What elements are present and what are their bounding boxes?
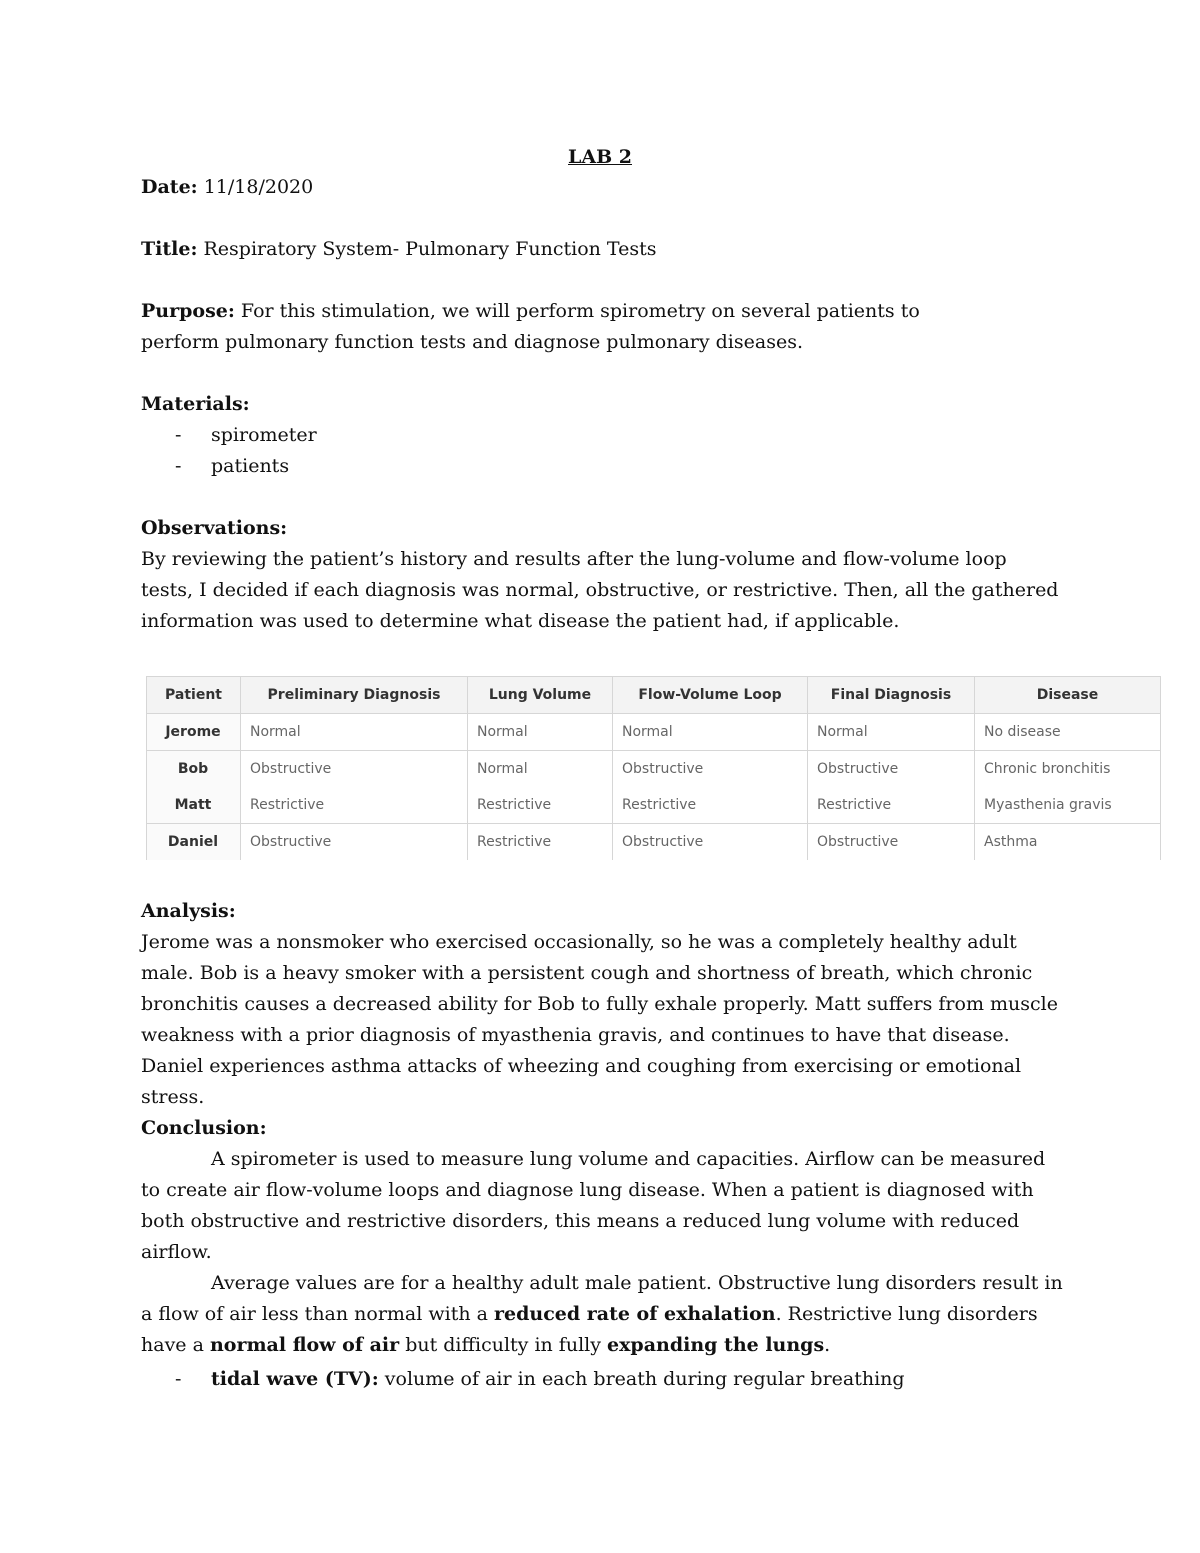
table-cell: Obstructive	[241, 751, 468, 788]
list-item	[141, 451, 1081, 482]
table-cell: Normal	[468, 714, 613, 751]
table-header: Preliminary Diagnosis	[241, 677, 468, 714]
purpose-label: Purpose:	[141, 300, 235, 322]
bold-text-run: normal flow of air	[209, 1334, 400, 1356]
date-value: 11/18/2020	[203, 176, 314, 198]
purpose-section	[141, 296, 1001, 358]
table-cell: Daniel	[147, 824, 241, 861]
table-header: Patient	[147, 677, 241, 714]
conclusion-section	[141, 1113, 1066, 1361]
table-cell: Jerome	[147, 714, 241, 751]
text-run: but difficulty in fully	[399, 1334, 607, 1356]
purpose-text: For this stimulation, we will perform spirometry on several patients to perform pulmonary function tests and diagnose pulmonary diseases.	[141, 300, 920, 353]
table-header: Final Diagnosis	[808, 677, 975, 714]
date-label: Date:	[141, 176, 198, 198]
date-line	[141, 172, 1081, 203]
observations-section	[141, 513, 1061, 637]
table-cell: Restrictive	[241, 787, 468, 824]
table-cell: Restrictive	[808, 787, 975, 824]
bold-text-run: expanding the lungs	[607, 1334, 825, 1356]
page-title: LAB 2	[568, 146, 632, 168]
table-cell: Normal	[808, 714, 975, 751]
analysis-text: Jerome was a nonsmoker who exercised occasionally, so he was a completely healthy adult male. Bob is a heavy smoker with a persistent cough and shortness of breath, which chronic bronchitis causes a decreased ability for Bob to fully exhale properly. Matt suffers from muscle weakness with a prior diagnosis of myasthenia gravis, and continues to have that disease. Daniel experiences asthma attacks of wheezing and coughing from exercising or emotional stress.	[141, 931, 1058, 1108]
materials-label: Materials:	[141, 393, 250, 415]
observations-label: Observations:	[141, 517, 288, 539]
definition-bullet	[141, 1364, 1081, 1395]
table-cell: Matt	[147, 787, 241, 824]
table-header: Disease	[975, 677, 1161, 714]
conclusion-paragraph-1: A spirometer is used to measure lung volume and capacities. Airflow can be measured to create air flow-volume loops and diagnose lung disease. When a patient is diagnosed with both obstructive and restrictive disorders, this means a reduced lung volume with reduced airflow.	[141, 1148, 1046, 1263]
table-cell: Obstructive	[613, 824, 808, 861]
analysis-label: Analysis:	[141, 900, 236, 922]
text-run: Average values are for a healthy adult male patient. Obstructive lung disorders result in a flow of air less than normal with a	[141, 1272, 1063, 1325]
title-label: Title:	[141, 238, 198, 260]
table-cell: Restrictive	[613, 787, 808, 824]
text-run: .	[824, 1334, 831, 1356]
list-item	[141, 420, 1081, 451]
table-header: Flow-Volume Loop	[613, 677, 808, 714]
table-header-row	[147, 677, 1161, 714]
table-cell: Restrictive	[468, 824, 613, 861]
title-line	[141, 234, 1081, 265]
diagnosis-table	[146, 676, 1160, 860]
table-cell: Restrictive	[468, 787, 613, 824]
table-row	[147, 714, 1161, 751]
material-item: spirometer	[211, 424, 317, 446]
table-cell: Normal	[241, 714, 468, 751]
conclusion-label: Conclusion:	[141, 1117, 267, 1139]
table-cell: Normal	[613, 714, 808, 751]
dash-bullet: -	[175, 455, 182, 477]
table-cell: Obstructive	[808, 824, 975, 861]
table-cell: Obstructive	[808, 751, 975, 788]
table-cell: Obstructive	[241, 824, 468, 861]
material-item: patients	[211, 455, 290, 477]
text-run: . Restrictive lung disorders have a	[141, 1303, 1038, 1356]
table-header: Lung Volume	[468, 677, 613, 714]
table-row	[147, 787, 1161, 824]
table-row	[147, 751, 1161, 788]
dash-bullet: -	[175, 1368, 182, 1390]
materials-section	[141, 389, 1081, 482]
observations-text: By reviewing the patient’s history and results after the lung-volume and flow-volume loop tests, I decided if each diagnosis was normal, obstructive, or restrictive. Then, all the gathered information was used to determine what disease the patient had, if applicable.	[141, 548, 1059, 632]
title-value: Respiratory System- Pulmonary Function Tests	[203, 238, 657, 260]
table-cell: Normal	[468, 751, 613, 788]
list-item	[141, 1364, 1081, 1395]
definition-term: tidal wave (TV):	[211, 1368, 379, 1390]
bold-text-run: reduced rate of exhalation	[494, 1303, 776, 1325]
dash-bullet: -	[175, 424, 182, 446]
table-cell: Myasthenia gravis	[975, 787, 1161, 824]
table-cell: Chronic bronchitis	[975, 751, 1161, 788]
definition-text: volume of air in each breath during regular breathing	[384, 1368, 905, 1390]
table-cell: Asthma	[975, 824, 1161, 861]
table-cell: Obstructive	[613, 751, 808, 788]
table-cell: Bob	[147, 751, 241, 788]
table-row	[147, 824, 1161, 861]
table-cell: No disease	[975, 714, 1161, 751]
analysis-section	[141, 896, 1071, 1113]
conclusion-paragraph-2	[141, 1268, 1066, 1361]
